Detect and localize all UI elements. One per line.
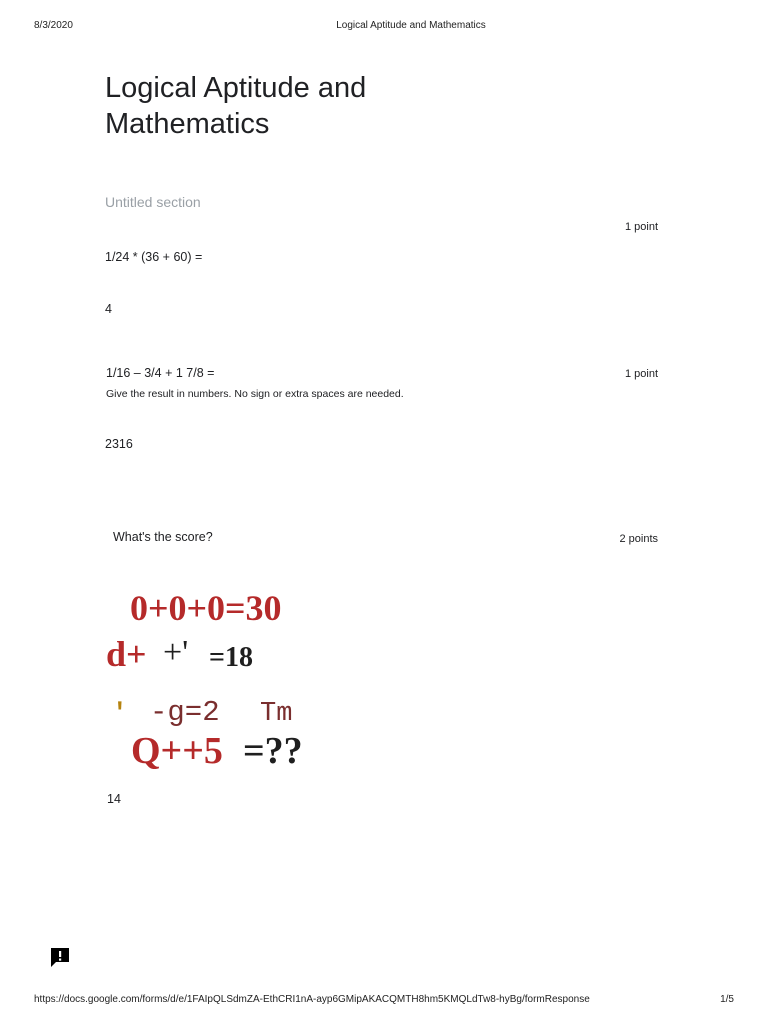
- question-3-text: What's the score?: [113, 530, 213, 544]
- question-3-answer: 14: [107, 792, 121, 806]
- puzzle-line-3-a: ': [112, 698, 128, 728]
- puzzle-line-4-a: Q++5: [131, 730, 223, 772]
- puzzle-line-3-c: Tm: [260, 699, 293, 729]
- puzzle-line-1: 0+0+0=30: [130, 588, 282, 628]
- question-2-points: 1 point: [624, 368, 658, 380]
- score-puzzle-image: [105, 585, 345, 775]
- print-date: 8/3/2020: [34, 20, 73, 31]
- puzzle-line-2-a: d+: [106, 634, 147, 674]
- question-1-answer: 4: [105, 302, 112, 316]
- puzzle-line-4-b: =??: [243, 730, 303, 772]
- puzzle-line-2-c: =18: [209, 642, 253, 673]
- puzzle-line-2-b: +': [163, 634, 189, 671]
- question-1-text: 1/24 * (36 + 60) =: [105, 250, 203, 264]
- question-3-points: 2 points: [619, 533, 658, 545]
- feedback-icon[interactable]: [49, 946, 71, 968]
- print-footer-url: https://docs.google.com/forms/d/e/1FAIpQLSdmZA-EthCRI1nA-ayp6GMipAKACQMTH8hm5KMQLdTw8-hyBg/formResponse: [34, 994, 590, 1005]
- form-title: Logical Aptitude and Mathematics: [105, 72, 367, 140]
- section-title: Untitled section: [105, 194, 201, 210]
- print-page-number: 1/5: [720, 994, 734, 1005]
- question-2-help: Give the result in numbers. No sign or extra spaces are needed.: [106, 388, 404, 400]
- question-2-text: 1/16 – 3/4 + 1 7/8 =: [106, 366, 215, 380]
- puzzle-line-3-b: -g=2: [150, 696, 220, 729]
- question-2-answer: 2316: [105, 437, 133, 451]
- print-header-title: Logical Aptitude and Mathematics: [336, 20, 486, 31]
- question-1-points: 1 point: [624, 221, 658, 233]
